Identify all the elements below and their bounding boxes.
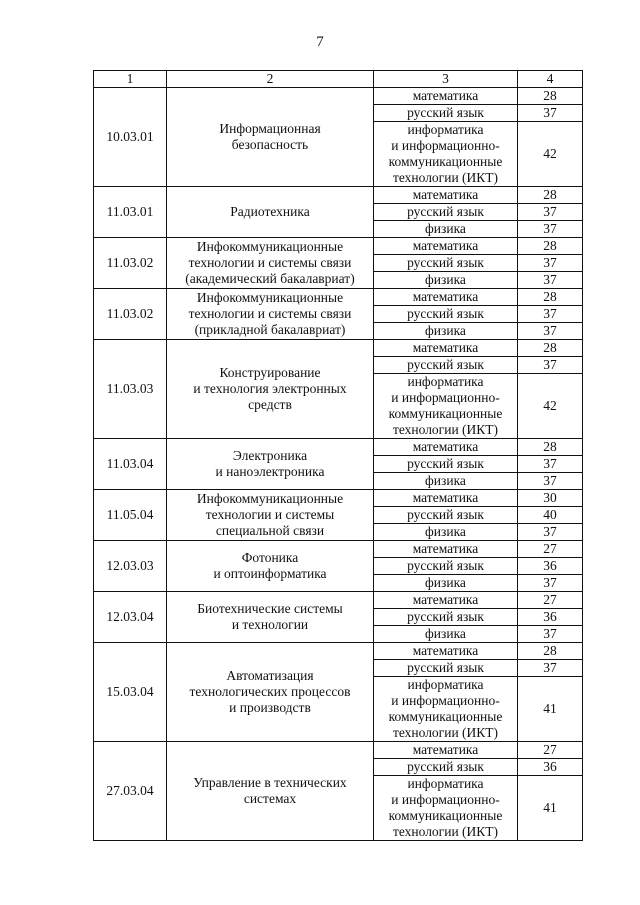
direction-name-line: средств — [248, 397, 292, 412]
subject-line: физика — [425, 272, 466, 287]
subject-line: информатика — [407, 374, 484, 389]
subject-line: коммуникационные — [388, 709, 503, 724]
subject-line: технологии (ИКТ) — [392, 422, 499, 437]
subject-cell — [374, 357, 518, 374]
direction-name-line: системах — [243, 791, 297, 806]
min-score: 37 — [518, 204, 583, 221]
direction-name — [167, 238, 374, 289]
subject-line: математика — [412, 439, 479, 454]
subject-cell — [374, 541, 518, 558]
subject-line: русский язык — [407, 558, 484, 573]
table-row — [94, 187, 583, 204]
min-score: 40 — [518, 507, 583, 524]
subject-cell — [374, 575, 518, 592]
subject-cell — [374, 439, 518, 456]
subject-cell — [374, 306, 518, 323]
min-score: 37 — [518, 306, 583, 323]
min-score: 37 — [518, 660, 583, 677]
subject-line: русский язык — [407, 105, 484, 120]
direction-name-line: (прикладной бакалавриат) — [194, 322, 346, 337]
min-score: 37 — [518, 626, 583, 643]
table-row — [94, 643, 583, 660]
direction-name-line: технологических процессов — [189, 684, 351, 699]
direction-name-line: Радиотехника — [230, 204, 310, 219]
subject-line: информатика — [407, 677, 484, 692]
min-score: 28 — [518, 238, 583, 255]
direction-name — [167, 541, 374, 592]
direction-name-line: Информационная — [219, 121, 321, 136]
table-row — [94, 439, 583, 456]
subject-line: русский язык — [407, 507, 484, 522]
subject-line: математика — [412, 742, 479, 757]
direction-code: 11.03.03 — [94, 340, 167, 439]
min-score: 41 — [518, 776, 583, 841]
subject-cell — [374, 759, 518, 776]
subject-line: и информационно- — [391, 693, 500, 708]
min-score: 37 — [518, 255, 583, 272]
column-header: 2 — [167, 71, 374, 88]
direction-name-line: Фотоника — [241, 550, 299, 565]
min-score: 36 — [518, 609, 583, 626]
subject-line: русский язык — [407, 255, 484, 270]
direction-code: 11.03.01 — [94, 187, 167, 238]
direction-name-line: технологии и системы связи — [188, 306, 352, 321]
direction-name-line: технологии и системы — [205, 507, 335, 522]
direction-name — [167, 643, 374, 742]
header-row — [94, 71, 583, 88]
subject-line: коммуникационные — [388, 808, 503, 823]
direction-name-line: Управление в технических — [193, 775, 347, 790]
min-score: 42 — [518, 374, 583, 439]
min-score: 36 — [518, 759, 583, 776]
subject-line: информатика — [407, 122, 484, 137]
min-score: 37 — [518, 221, 583, 238]
subject-cell — [374, 272, 518, 289]
table-row — [94, 490, 583, 507]
subject-line: русский язык — [407, 306, 484, 321]
table-row — [94, 238, 583, 255]
subject-line: технологии (ИКТ) — [392, 725, 499, 740]
subject-cell — [374, 473, 518, 490]
subject-cell — [374, 238, 518, 255]
subject-line: математика — [412, 592, 479, 607]
direction-code: 15.03.04 — [94, 643, 167, 742]
direction-name — [167, 592, 374, 643]
min-score: 28 — [518, 643, 583, 660]
direction-name-line: Биотехнические системы — [197, 601, 343, 616]
direction-name-line: Автоматизация — [226, 668, 314, 683]
direction-name-line: Инфокоммуникационные — [196, 290, 344, 305]
direction-code: 27.03.04 — [94, 742, 167, 841]
subject-line: физика — [425, 221, 466, 236]
subject-line: русский язык — [407, 456, 484, 471]
subject-line: математика — [412, 340, 479, 355]
subject-line: математика — [412, 88, 479, 103]
direction-code: 12.03.04 — [94, 592, 167, 643]
direction-name-line: и производств — [229, 700, 311, 715]
min-score: 36 — [518, 558, 583, 575]
column-header: 3 — [374, 71, 518, 88]
direction-name — [167, 490, 374, 541]
min-score: 42 — [518, 122, 583, 187]
subject-line: физика — [425, 575, 466, 590]
direction-code: 10.03.01 — [94, 88, 167, 187]
min-score: 37 — [518, 473, 583, 490]
min-score: 37 — [518, 272, 583, 289]
direction-name-line: технологии и системы связи — [188, 255, 352, 270]
subject-cell — [374, 88, 518, 105]
subject-line: коммуникационные — [388, 154, 503, 169]
subject-line: математика — [412, 490, 479, 505]
table-body — [94, 71, 583, 841]
min-score: 28 — [518, 88, 583, 105]
direction-code: 11.03.04 — [94, 439, 167, 490]
table-row — [94, 742, 583, 759]
direction-name — [167, 742, 374, 841]
direction-name — [167, 439, 374, 490]
subject-line: технологии (ИКТ) — [392, 170, 499, 185]
subject-line: физика — [425, 323, 466, 338]
direction-name-line: и технологии — [231, 617, 309, 632]
direction-code: 11.03.02 — [94, 289, 167, 340]
subject-cell — [374, 507, 518, 524]
subject-line: математика — [412, 187, 479, 202]
subject-cell — [374, 105, 518, 122]
table-row — [94, 340, 583, 357]
subject-cell — [374, 456, 518, 473]
subject-cell — [374, 609, 518, 626]
direction-name-line: специальной связи — [215, 523, 325, 538]
direction-name — [167, 340, 374, 439]
page-number: 7 — [316, 34, 324, 50]
direction-name-line: и наноэлектроника — [215, 464, 325, 479]
direction-code: 12.03.03 — [94, 541, 167, 592]
subject-line: коммуникационные — [388, 406, 503, 421]
min-score: 37 — [518, 357, 583, 374]
subject-cell — [374, 490, 518, 507]
column-header: 1 — [94, 71, 167, 88]
subject-cell — [374, 289, 518, 306]
subject-line: русский язык — [407, 204, 484, 219]
direction-name-line: Конструирование — [219, 365, 321, 380]
min-score: 37 — [518, 323, 583, 340]
direction-name-line: (академический бакалавриат) — [185, 271, 355, 286]
subject-line: математика — [412, 289, 479, 304]
direction-name-line: Электроника — [232, 448, 308, 463]
direction-name-line: и оптоинформатика — [213, 566, 327, 581]
min-score: 37 — [518, 575, 583, 592]
subject-line: технологии (ИКТ) — [392, 824, 499, 839]
min-score: 27 — [518, 541, 583, 558]
min-score: 28 — [518, 340, 583, 357]
subject-cell — [374, 524, 518, 541]
subject-line: математика — [412, 643, 479, 658]
direction-name — [167, 187, 374, 238]
subject-cell — [374, 221, 518, 238]
subject-line: русский язык — [407, 357, 484, 372]
subject-cell — [374, 558, 518, 575]
min-score: 37 — [518, 105, 583, 122]
subject-cell — [374, 122, 518, 187]
direction-name-line: Инфокоммуникационные — [196, 491, 344, 506]
table-row — [94, 88, 583, 105]
min-score: 28 — [518, 439, 583, 456]
subject-line: и информационно- — [391, 138, 500, 153]
subject-line: и информационно- — [391, 390, 500, 405]
min-score: 28 — [518, 187, 583, 204]
subject-cell — [374, 742, 518, 759]
direction-code: 11.03.02 — [94, 238, 167, 289]
subject-line: математика — [412, 238, 479, 253]
subject-cell — [374, 374, 518, 439]
subject-cell — [374, 204, 518, 221]
min-score: 30 — [518, 490, 583, 507]
subject-cell — [374, 323, 518, 340]
subject-cell — [374, 677, 518, 742]
table-row — [94, 289, 583, 306]
min-score: 28 — [518, 289, 583, 306]
min-score: 41 — [518, 677, 583, 742]
subject-line: русский язык — [407, 660, 484, 675]
subject-cell — [374, 626, 518, 643]
table-row — [94, 592, 583, 609]
subject-line: физика — [425, 473, 466, 488]
subject-line: физика — [425, 626, 466, 641]
subject-cell — [374, 776, 518, 841]
subject-line: русский язык — [407, 609, 484, 624]
min-score: 37 — [518, 524, 583, 541]
direction-name — [167, 88, 374, 187]
subject-cell — [374, 187, 518, 204]
direction-name-line: Инфокоммуникационные — [196, 239, 344, 254]
direction-name-line: безопасность — [231, 137, 309, 152]
subject-line: информатика — [407, 776, 484, 791]
subject-cell — [374, 340, 518, 357]
subject-cell — [374, 660, 518, 677]
subject-cell — [374, 643, 518, 660]
subject-line: и информационно- — [391, 792, 500, 807]
min-score: 37 — [518, 456, 583, 473]
table-row — [94, 541, 583, 558]
direction-name-line: и технология электронных — [193, 381, 347, 396]
min-score: 27 — [518, 592, 583, 609]
subject-line: математика — [412, 541, 479, 556]
min-score: 27 — [518, 742, 583, 759]
admission-scores-table — [93, 70, 583, 841]
subject-line: русский язык — [407, 759, 484, 774]
subject-cell — [374, 255, 518, 272]
direction-name — [167, 289, 374, 340]
subject-cell — [374, 592, 518, 609]
subject-line: физика — [425, 524, 466, 539]
column-header: 4 — [518, 71, 583, 88]
direction-code: 11.05.04 — [94, 490, 167, 541]
